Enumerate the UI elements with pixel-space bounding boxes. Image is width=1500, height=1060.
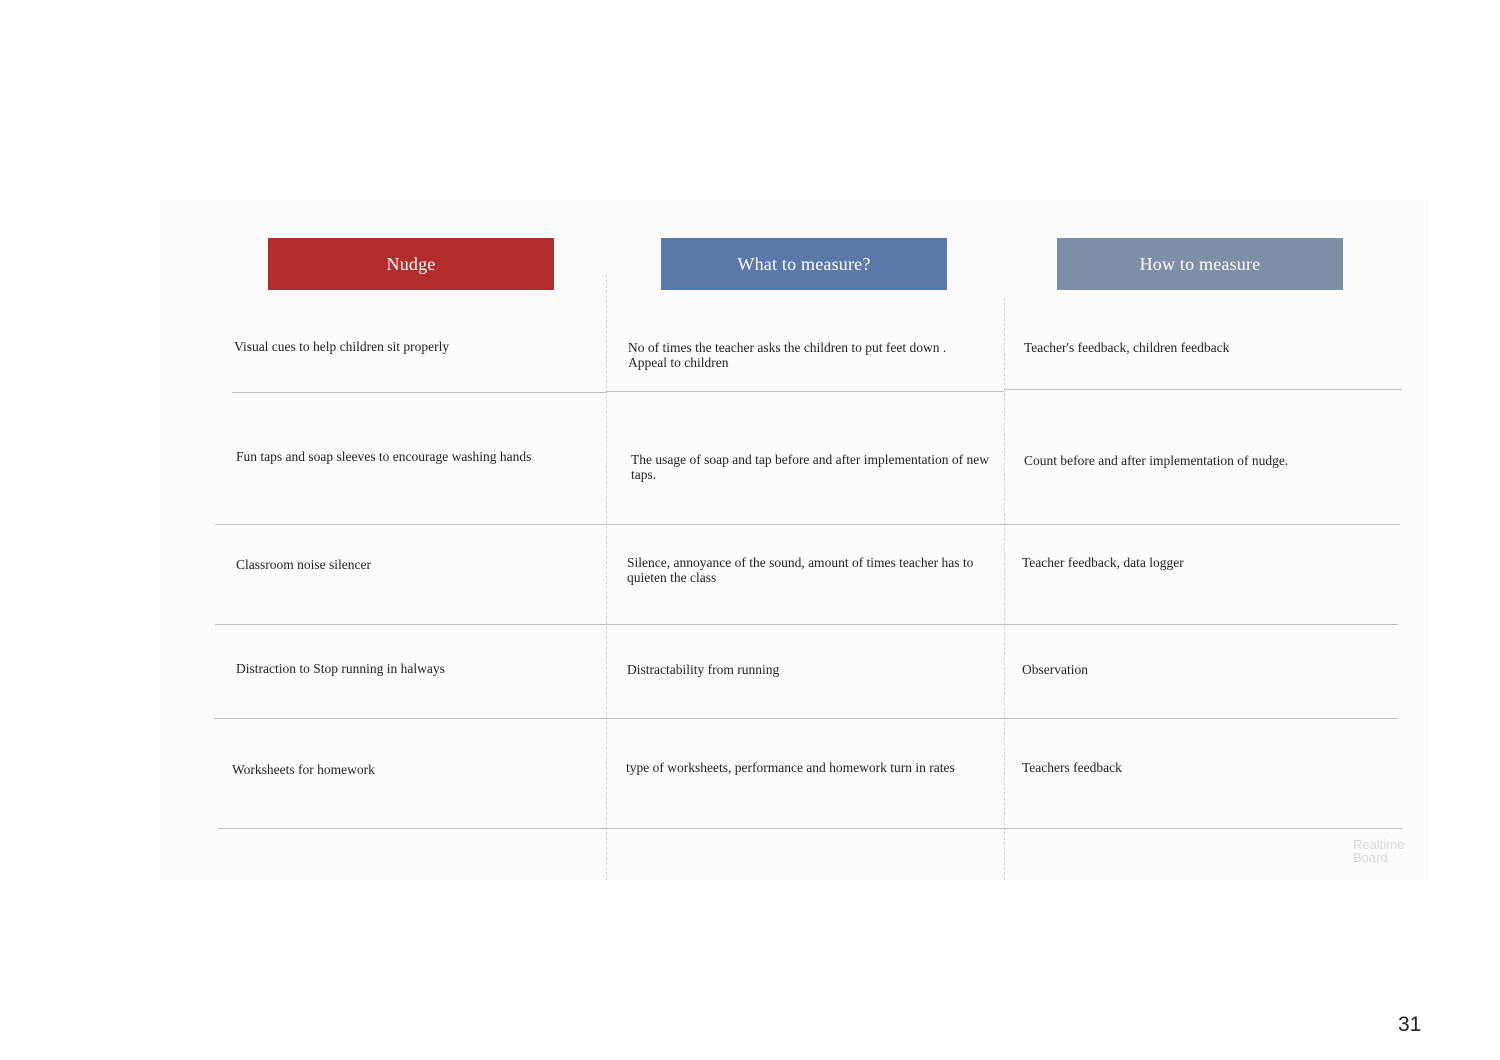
- row-divider: [218, 828, 1403, 829]
- header-how-to-measure: [1057, 238, 1343, 290]
- table-cell-nudge: Visual cues to help children sit properly: [234, 339, 450, 354]
- table-cell-how: Teachers feedback: [1022, 760, 1122, 775]
- realtime-board-watermark: [1353, 838, 1423, 864]
- header-nudge-label: Nudge: [386, 253, 436, 274]
- page-number: 31: [1398, 1013, 1422, 1036]
- header-nudge: [268, 238, 554, 290]
- table-cell-how: Teacher's feedback, children feedback: [1024, 340, 1230, 355]
- table-cell-what: Silence, annoyance of the sound, amount of times teacher has to quieten the class: [627, 555, 974, 585]
- header-what-to-measure: [661, 238, 947, 290]
- table-cell-what: Distractability from running: [627, 662, 780, 677]
- table-cell-how: Teacher feedback, data logger: [1022, 555, 1184, 570]
- header-how-label: How to measure: [1139, 253, 1261, 274]
- column-divider: [1004, 298, 1005, 880]
- watermark-line1: Realtime: [1353, 837, 1405, 852]
- table-cell-what: No of times the teacher asks the children to put feet down . Appeal to children: [628, 340, 947, 370]
- table-cell-how: Observation: [1022, 662, 1088, 677]
- watermark-line2: Board: [1353, 850, 1388, 865]
- row-divider: [215, 624, 1398, 625]
- table-cell-nudge: Fun taps and soap sleeves to encourage washing hands: [236, 449, 532, 464]
- table-cell-nudge: Worksheets for homework: [232, 762, 375, 777]
- row-divider: [1004, 389, 1402, 390]
- row-divider: [606, 391, 1004, 392]
- table-cell-what: type of worksheets, performance and homework turn in rates: [626, 760, 955, 775]
- row-divider: [232, 392, 606, 393]
- header-what-label: What to measure?: [737, 253, 871, 274]
- table-cell-how: Count before and after implementation of nudge.: [1024, 453, 1289, 468]
- board-background: [160, 200, 1430, 880]
- table-cell-nudge: Classroom noise silencer: [236, 557, 371, 572]
- table-cell-what: The usage of soap and tap before and after implementation of new taps.: [631, 452, 989, 482]
- table-cell-nudge: Distraction to Stop running in halways: [236, 661, 445, 676]
- column-divider: [606, 275, 607, 880]
- row-divider: [214, 718, 1398, 719]
- row-divider: [215, 524, 1400, 525]
